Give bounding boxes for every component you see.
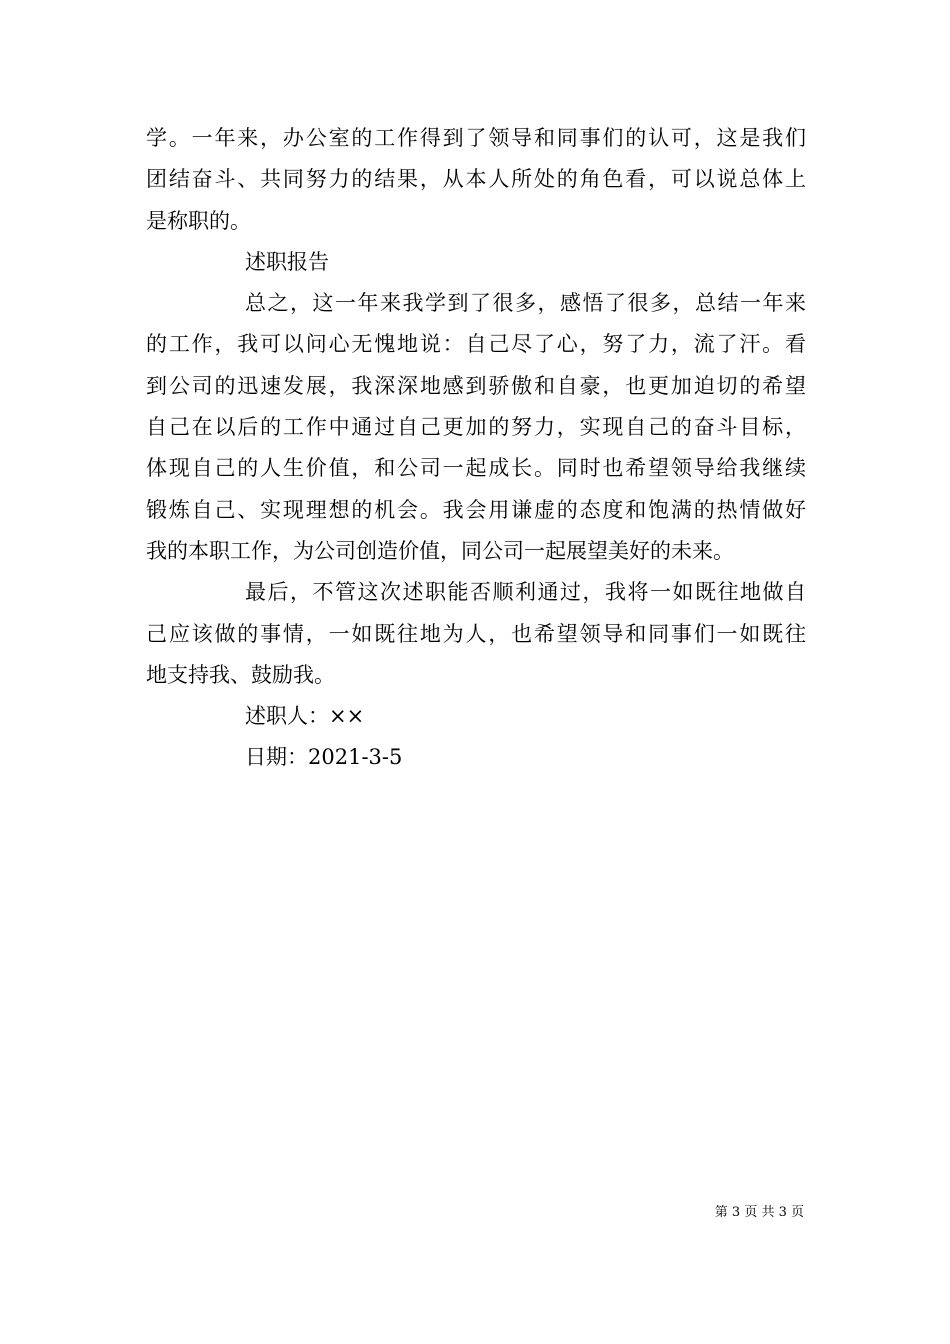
body-line: 己应该做的事情，一如既往地为人，也希望领导和同事们一如既往 — [146, 621, 806, 646]
date-line: 日期：2021-3-5 — [245, 745, 403, 770]
body-line: 到公司的迅速发展，我深深地感到骄傲和自豪，也更加迫切的希望 — [146, 373, 806, 398]
body-line: 的工作，我可以问心无愧地说：自己尽了心，努了力，流了汗。看 — [146, 332, 806, 357]
document-body — [146, 118, 806, 779]
section-heading: 述职报告 — [245, 249, 329, 274]
body-line: 总之，这一年来我学到了很多，感悟了很多，总结一年来 — [245, 291, 806, 316]
body-line: 我的本职工作，为公司创造价值，同公司一起展望美好的未来。 — [146, 538, 734, 563]
body-line: 体现自己的人生价值，和公司一起成长。同时也希望领导给我继续 — [146, 456, 806, 481]
page-number: 第 3 页 共 3 页 — [714, 1205, 804, 1220]
body-line: 最后，不管这次述职能否顺利通过，我将一如既往地做自 — [245, 580, 806, 605]
body-line: 地支持我、鼓励我。 — [146, 662, 335, 687]
signer-line: 述职人：×× — [245, 704, 365, 729]
body-line: 是称职的。 — [146, 208, 251, 233]
body-line: 自己在以后的工作中通过自己更加的努力，实现自己的奋斗目标， — [146, 415, 806, 440]
body-line: 锻炼自己、实现理想的机会。我会用谦虚的态度和饱满的热情做好 — [146, 497, 806, 522]
body-line: 团结奋斗、共同努力的结果，从本人所处的角色看，可以说总体上 — [146, 167, 806, 192]
body-line: 学。一年来，办公室的工作得到了领导和同事们的认可，这是我们 — [146, 126, 806, 150]
